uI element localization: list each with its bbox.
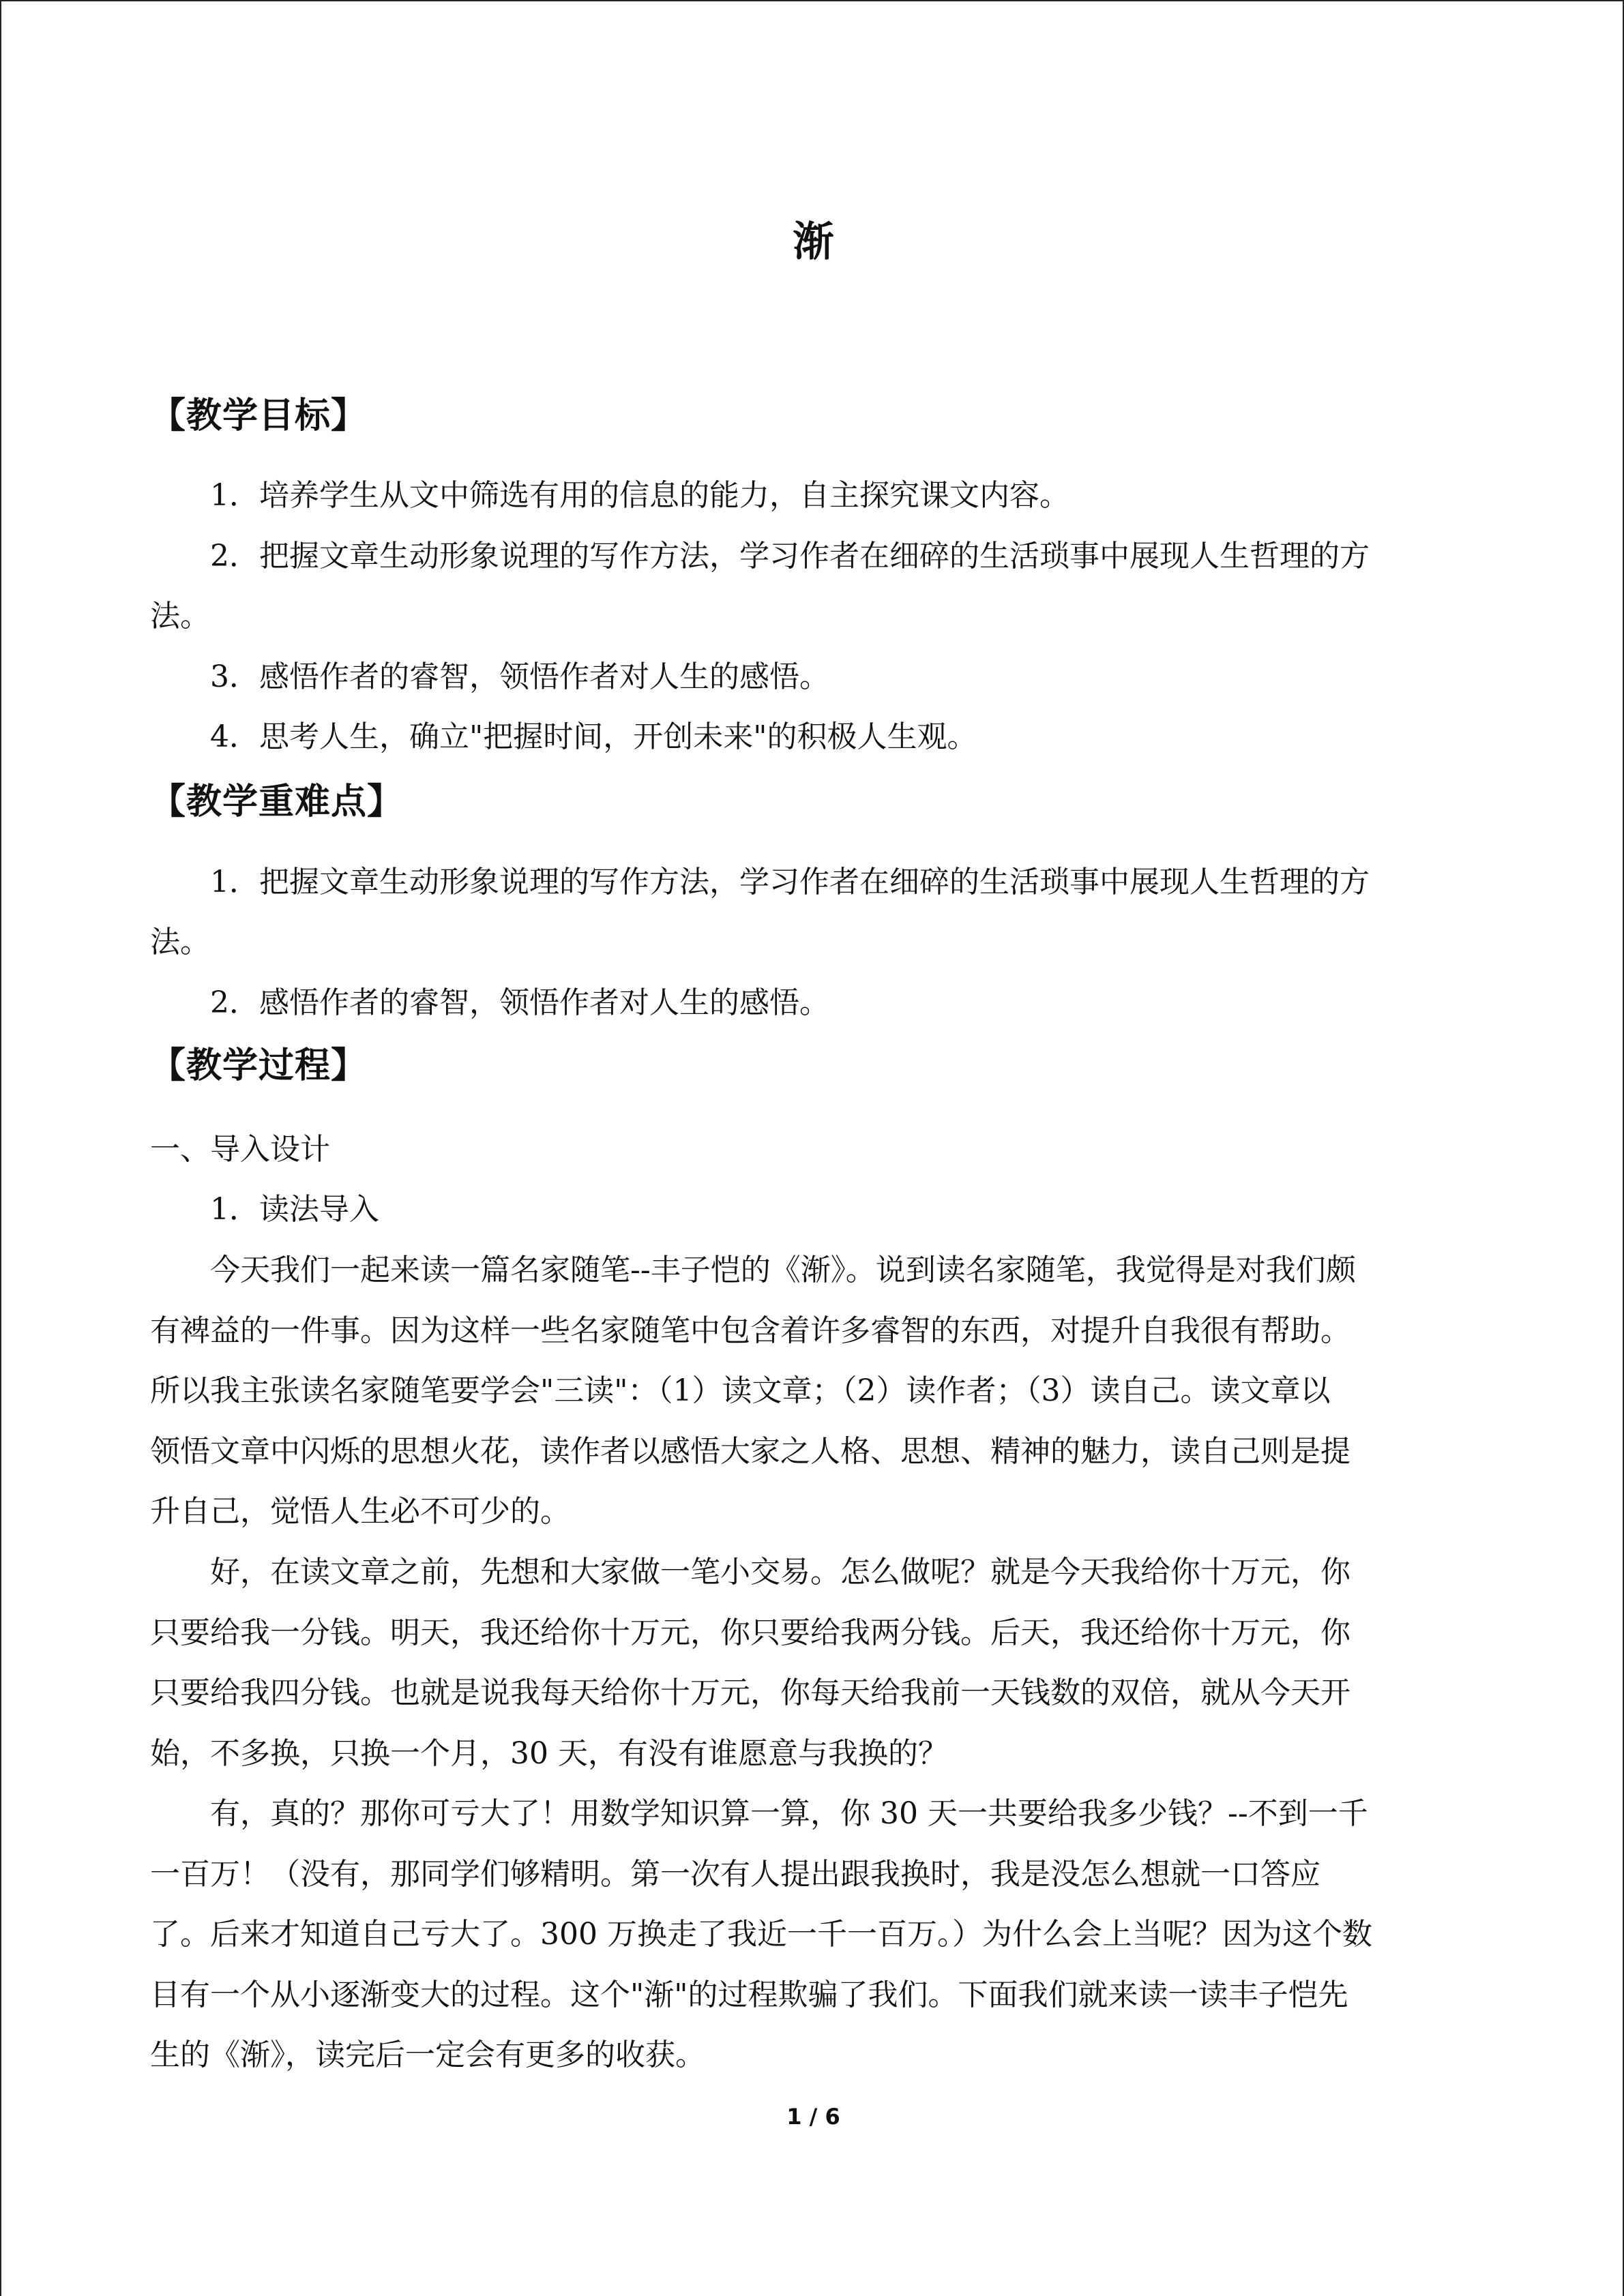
paragraph-line: 有裨益的一件事。因为这样一些名家随笔中包含着许多睿智的东西，对提升自我很有帮助。 [150,1313,1350,1348]
paragraph-line: 好，在读文章之前，先想和大家做一笔小交易。怎么做呢？就是今天我给你十万元，你 [210,1555,1350,1590]
key-point-item-1-continuation: 法。 [150,925,210,959]
process-subheading: 一、导入设计 [150,1132,330,1167]
key-point-item-1: 1．把握文章生动形象说理的写作方法，学习作者在细碎的生活琐事中展现人生哲理的方 [210,865,1370,899]
process-paragraph-3 [150,1784,1477,2086]
document-title: 渐 [793,218,834,266]
key-point-item-2: 2．感悟作者的睿智，领悟作者对人生的感悟。 [210,985,829,1020]
paragraph-line: 一百万！（没有，那同学们够精明。第一次有人提出跟我换时，我是没怎么想就一口答应 [150,1856,1320,1892]
paragraph-line: 始，不多换，只换一个月，30 天，有没有谁愿意与我换的？ [150,1735,948,1771]
process-paragraph-2 [150,1542,1477,1784]
objective-item-2-continuation: 法。 [150,599,210,633]
paragraph-line: 有，真的？那你可亏大了！用数学知识算一算，你 30 天一共要给我多少钱？--不到一千 [210,1796,1368,1831]
section-heading-objectives: 【教学目标】 [150,395,368,436]
paragraph-line: 目有一个从小逐渐变大的过程。这个"渐"的过程欺骗了我们。下面我们就来读一读丰子恺先 [150,1977,1348,2012]
objective-item-3: 3．感悟作者的睿智，领悟作者对人生的感悟。 [210,659,829,694]
paragraph-line: 生的《渐》，读完后一定会有更多的收获。 [150,2038,705,2072]
objective-item-2: 2．把握文章生动形象说理的写作方法，学习作者在细碎的生活琐事中展现人生哲理的方 [210,539,1370,573]
paragraph-line: 今天我们一起来读一篇名家随笔--丰子恺的《渐》。说到读名家随笔，我觉得是对我们颇 [210,1253,1356,1287]
objective-item-1: 1．培养学生从文中筛选有用的信息的能力，自主探究课文内容。 [210,478,1069,513]
paragraph-line: 只要给我一分钱。明天，我还给你十万元，你只要给我两分钱。后天，我还给你十万元，你 [150,1615,1350,1650]
section-heading-key-points: 【教学重难点】 [150,781,404,822]
process-step: 1．读法导入 [210,1192,379,1227]
section-heading-process: 【教学过程】 [150,1045,368,1086]
objective-item-4: 4．思考人生，确立"把握时间，开创未来"的积极人生观。 [210,719,977,754]
page-number: 1 / 6 [786,2104,840,2130]
paragraph-line: 了。后来才知道自己亏大了。300 万换走了我近一千一百万。）为什么会上当呢？因为这个数 [150,1917,1372,1952]
paragraph-line: 所以我主张读名家随笔要学会"三读"：（1）读文章；（2）读作者；（3）读自己。读文章以 [150,1373,1331,1408]
paragraph-line: 只要给我四分钱。也就是说我每天给你十万元，你每天给我前一天钱数的双倍，就从今天开 [150,1675,1350,1710]
process-paragraph-1 [150,1240,1477,1542]
paragraph-line: 领悟文章中闪烁的思想火花，读作者以感悟大家之人格、思想、精神的魅力，读自己则是提 [150,1433,1350,1469]
paragraph-line: 升自己，觉悟人生必不可少的。 [150,1494,570,1529]
